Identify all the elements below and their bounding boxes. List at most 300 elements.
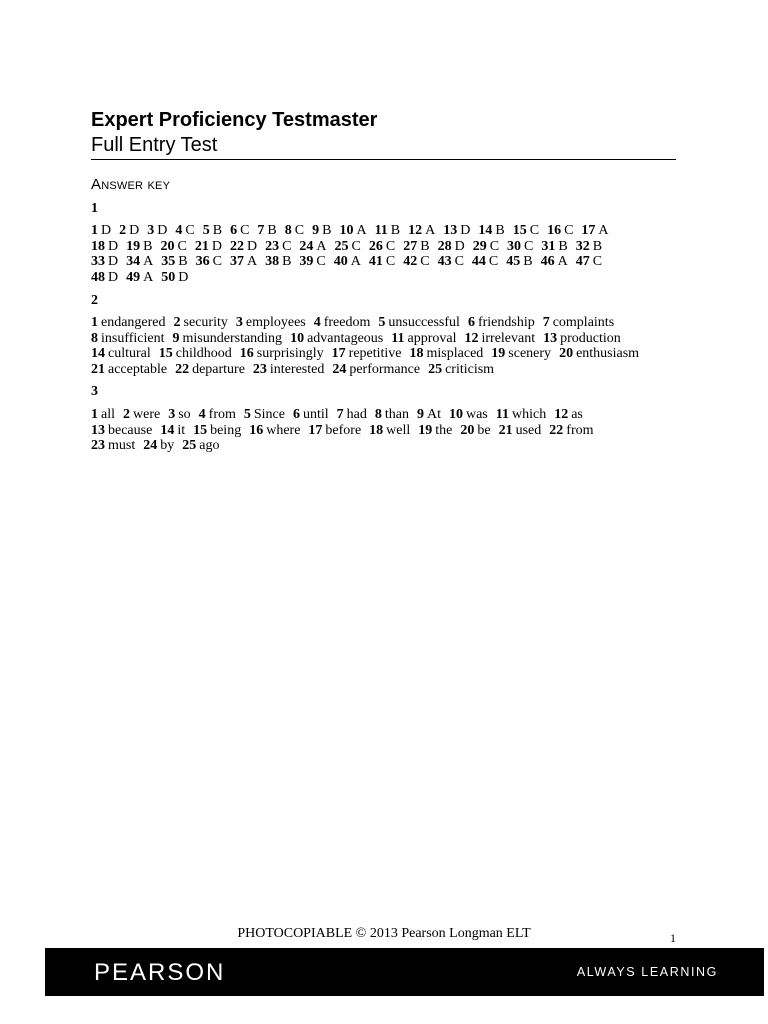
question-number: 5 xyxy=(243,407,251,422)
question-number: 17 xyxy=(581,223,596,238)
answer-text: A xyxy=(557,254,568,269)
answer-item xyxy=(147,223,167,238)
answer-item xyxy=(308,423,361,438)
question-number: 45 xyxy=(506,254,521,269)
answer-text: all xyxy=(101,407,115,422)
answer-item xyxy=(253,362,324,377)
answer-item xyxy=(299,239,326,254)
answer-item xyxy=(339,223,366,238)
answer-item xyxy=(143,438,174,453)
answer-text: must xyxy=(108,438,136,453)
question-number: 24 xyxy=(143,438,158,453)
answer-text: which xyxy=(512,407,547,422)
question-number: 25 xyxy=(334,238,349,254)
answer-text: insufficient xyxy=(101,330,165,346)
question-number: 35 xyxy=(161,254,176,269)
answer-text: B xyxy=(523,254,533,269)
answer-item xyxy=(543,315,614,330)
answer-item xyxy=(554,407,583,422)
answer-text: A xyxy=(246,254,258,269)
question-number: 20 xyxy=(559,346,574,361)
answer-line xyxy=(91,423,681,439)
answer-item xyxy=(507,239,533,254)
question-number: 20 xyxy=(160,238,175,254)
answer-text: had xyxy=(346,407,367,422)
question-number: 43 xyxy=(437,254,452,269)
copyright-notice: PHOTOCOPIABLE © 2013 Pearson Longman ELT xyxy=(237,926,531,941)
answer-text: B xyxy=(282,254,292,269)
question-number: 21 xyxy=(194,238,209,254)
section-1-number: 1 xyxy=(91,201,98,216)
question-number: 13 xyxy=(443,223,458,238)
answer-text: criticism xyxy=(445,361,495,377)
question-number: 8 xyxy=(91,330,98,346)
answer-text: than xyxy=(384,407,409,422)
answer-item xyxy=(491,346,551,361)
answer-text: freedom xyxy=(323,315,371,330)
question-number: 3 xyxy=(147,223,155,238)
question-number: 36 xyxy=(195,254,210,269)
answer-text: scenery xyxy=(508,346,552,361)
question-number: 2 xyxy=(173,315,181,330)
answer-text: C xyxy=(316,254,326,269)
answer-text: B xyxy=(390,223,401,238)
answer-text: C xyxy=(564,223,574,238)
question-number: 9 xyxy=(416,407,424,422)
answer-item xyxy=(549,423,593,438)
answer-item xyxy=(265,254,291,269)
question-number: 31 xyxy=(541,238,556,254)
question-number: 48 xyxy=(91,269,105,285)
answer-item xyxy=(375,223,401,238)
answer-item xyxy=(337,407,367,422)
question-number: 33 xyxy=(91,254,105,269)
answer-item xyxy=(472,254,498,269)
question-number: 23 xyxy=(91,438,105,453)
question-number: 14 xyxy=(478,223,493,238)
answer-line xyxy=(91,346,681,362)
answer-text: C xyxy=(185,223,195,238)
answer-text: so xyxy=(178,407,191,422)
answer-item xyxy=(91,438,135,453)
question-number: 47 xyxy=(575,254,590,269)
answer-item xyxy=(314,315,371,330)
answer-text: C xyxy=(385,238,396,254)
question-number: 5 xyxy=(378,315,386,330)
answer-text: because xyxy=(108,422,153,438)
question-number: 30 xyxy=(507,238,522,254)
answer-item xyxy=(240,346,324,361)
answer-item xyxy=(473,239,499,254)
answer-item xyxy=(265,239,291,254)
answer-item xyxy=(91,315,166,330)
question-number: 21 xyxy=(91,361,105,377)
question-number: 5 xyxy=(202,223,210,238)
question-number: 17 xyxy=(331,346,346,361)
answer-text: B xyxy=(558,238,568,254)
answer-text: B xyxy=(143,238,153,254)
question-number: 18 xyxy=(369,422,384,438)
answer-text: until xyxy=(302,407,329,422)
answer-item xyxy=(257,223,276,238)
answer-item xyxy=(443,223,470,238)
question-number: 22 xyxy=(549,422,564,438)
answer-item xyxy=(335,239,361,254)
question-number: 4 xyxy=(175,223,183,238)
answer-item xyxy=(417,407,441,422)
answer-text: A xyxy=(143,254,154,269)
answer-text: D xyxy=(460,223,471,238)
answer-item xyxy=(403,254,429,269)
answer-item xyxy=(541,239,567,254)
answer-line xyxy=(91,407,681,423)
question-number: 19 xyxy=(491,346,506,361)
question-number: 38 xyxy=(265,254,280,269)
answer-item xyxy=(581,223,608,238)
answer-text: B xyxy=(592,238,603,254)
answer-item xyxy=(334,254,361,269)
answer-text: approval xyxy=(407,330,457,346)
answer-item xyxy=(244,407,285,422)
answer-item xyxy=(126,254,153,269)
question-number: 21 xyxy=(498,422,513,438)
answer-text: D xyxy=(129,223,140,238)
section-3-answers xyxy=(91,407,681,454)
answer-item xyxy=(230,223,249,238)
answer-item xyxy=(126,270,153,285)
answer-text: where xyxy=(266,422,301,438)
answer-item xyxy=(160,239,186,254)
answer-text: A xyxy=(598,223,609,238)
answer-text: B xyxy=(267,223,277,238)
question-number: 28 xyxy=(437,238,452,254)
document-header xyxy=(91,108,676,158)
question-number: 18 xyxy=(409,346,424,361)
answer-line xyxy=(91,438,681,454)
answer-item xyxy=(175,362,245,377)
answer-item xyxy=(91,362,167,377)
question-number: 12 xyxy=(554,407,569,422)
answer-item xyxy=(193,423,241,438)
answer-text: by xyxy=(160,438,175,453)
answer-item xyxy=(168,407,190,422)
answer-text: A xyxy=(350,254,361,269)
answer-text: D xyxy=(454,238,465,254)
question-number: 8 xyxy=(374,407,382,422)
answer-text: unsuccessful xyxy=(388,315,460,330)
question-number: 25 xyxy=(182,438,197,453)
question-number: 25 xyxy=(428,361,443,377)
pearson-logo: PEARSON xyxy=(94,959,226,986)
question-number: 10 xyxy=(339,223,354,238)
answer-item xyxy=(91,254,118,269)
question-number: 16 xyxy=(249,422,264,438)
answer-item xyxy=(123,407,160,422)
question-number: 10 xyxy=(448,407,463,422)
answer-text: interested xyxy=(269,361,325,377)
answer-line xyxy=(91,315,681,331)
answer-item xyxy=(410,346,484,361)
answer-item xyxy=(499,423,542,438)
answer-item xyxy=(230,239,257,254)
answer-text: D xyxy=(157,223,168,238)
answer-item xyxy=(160,423,185,438)
question-number: 12 xyxy=(464,330,479,346)
answer-text: from xyxy=(208,407,236,422)
answer-item xyxy=(438,254,464,269)
answer-text: surprisingly xyxy=(256,346,324,361)
answer-item xyxy=(230,254,257,269)
answer-text: D xyxy=(108,254,119,269)
answer-item xyxy=(196,254,222,269)
section-2-answers xyxy=(91,315,681,377)
answer-item xyxy=(369,239,395,254)
answer-item xyxy=(285,223,304,238)
answer-item xyxy=(464,331,535,346)
question-number: 18 xyxy=(91,238,105,254)
question-number: 11 xyxy=(374,223,388,238)
answer-text: C xyxy=(524,238,534,254)
answer-item xyxy=(369,254,395,269)
answer-text: B xyxy=(178,254,188,269)
question-number: 37 xyxy=(229,254,244,269)
question-number: 34 xyxy=(126,254,141,269)
brand-tagline: ALWAYS LEARNING xyxy=(576,965,718,979)
answer-item xyxy=(438,239,465,254)
answer-text: D xyxy=(178,269,189,285)
answer-text: D xyxy=(108,238,119,254)
answer-item xyxy=(175,223,194,238)
answer-text: C xyxy=(212,254,222,269)
answer-text: C xyxy=(294,223,305,238)
answer-item xyxy=(91,346,151,361)
brand-footer-bar xyxy=(45,948,764,996)
answer-item xyxy=(513,223,539,238)
document-title: Expert Proficiency Testmaster xyxy=(91,109,378,131)
question-number: 7 xyxy=(542,315,550,330)
answer-item xyxy=(174,315,228,330)
answer-line xyxy=(91,239,681,255)
answer-item xyxy=(468,315,535,330)
answer-text: C xyxy=(240,223,250,238)
answer-text: C xyxy=(529,223,540,238)
question-number: 6 xyxy=(292,407,300,422)
question-number: 11 xyxy=(391,330,405,346)
answer-text: B xyxy=(322,223,332,238)
answer-text: B xyxy=(420,238,430,254)
answer-item xyxy=(478,223,504,238)
answer-text: enthusiasm xyxy=(576,346,640,361)
question-number: 1 xyxy=(91,223,98,238)
answer-text: before xyxy=(325,422,362,438)
answer-text: endangered xyxy=(101,315,166,330)
answer-text: performance xyxy=(349,361,421,377)
answer-item xyxy=(195,239,222,254)
answer-text: cultural xyxy=(108,346,151,361)
question-number: 7 xyxy=(336,407,344,422)
answer-text: D xyxy=(246,238,258,254)
answer-text: D xyxy=(101,223,112,238)
answer-item xyxy=(91,423,152,438)
header-divider xyxy=(91,159,676,160)
section-1-answers xyxy=(91,223,681,285)
answer-text: C xyxy=(592,254,603,269)
answer-item xyxy=(91,239,118,254)
answer-text: C xyxy=(351,238,361,254)
question-number: 39 xyxy=(299,254,314,269)
answer-text: repetitive xyxy=(348,346,402,361)
question-number: 27 xyxy=(403,238,418,254)
question-number: 19 xyxy=(126,238,141,254)
answer-item xyxy=(332,362,420,377)
answer-item xyxy=(449,407,488,422)
answer-text: departure xyxy=(192,361,245,377)
answer-text: as xyxy=(571,407,583,422)
question-number: 9 xyxy=(312,223,320,238)
answer-text: irrelevant xyxy=(481,330,536,346)
question-number: 41 xyxy=(368,254,383,269)
answer-text: C xyxy=(282,238,292,254)
answer-item xyxy=(378,315,460,330)
answer-text: C xyxy=(177,238,187,254)
question-number: 19 xyxy=(418,422,433,438)
question-number: 26 xyxy=(368,238,383,254)
answer-item xyxy=(428,362,494,377)
answer-item xyxy=(312,223,331,238)
question-number: 46 xyxy=(540,254,555,269)
answer-item xyxy=(91,270,118,285)
answer-item xyxy=(119,223,139,238)
answer-item xyxy=(290,331,383,346)
answer-item xyxy=(236,315,306,330)
answer-key-heading: Answer key xyxy=(91,176,171,193)
answer-text: well xyxy=(386,422,411,438)
answer-line xyxy=(91,254,681,270)
answer-text: used xyxy=(515,422,542,438)
answer-text: D xyxy=(211,238,222,254)
answer-text: A xyxy=(356,223,367,238)
answer-item xyxy=(126,239,152,254)
answer-item xyxy=(91,407,115,422)
question-number: 23 xyxy=(265,238,280,254)
answer-text: misplaced xyxy=(426,346,484,361)
question-number: 14 xyxy=(160,422,175,438)
answer-text: At xyxy=(426,407,441,422)
answer-text: acceptable xyxy=(108,361,168,377)
question-number: 17 xyxy=(308,422,323,438)
answer-item xyxy=(161,270,188,285)
answer-item xyxy=(293,407,329,422)
answer-text: production xyxy=(560,330,621,346)
answer-text: be xyxy=(477,422,491,438)
answer-text: B xyxy=(495,223,505,238)
question-number: 6 xyxy=(467,315,475,330)
answer-text: A xyxy=(143,269,154,285)
answer-item xyxy=(391,331,456,346)
answer-item xyxy=(199,407,236,422)
answer-item xyxy=(460,423,490,438)
question-number: 13 xyxy=(91,422,105,438)
question-number: 4 xyxy=(313,315,321,330)
answer-item xyxy=(559,346,639,361)
answer-text: were xyxy=(133,407,161,422)
answer-text: complaints xyxy=(552,315,615,330)
answer-text: C xyxy=(420,254,430,269)
question-number: 50 xyxy=(161,269,176,285)
question-number: 22 xyxy=(175,361,190,377)
answer-item xyxy=(408,223,435,238)
question-number: 8 xyxy=(284,223,292,238)
question-number: 3 xyxy=(235,315,243,330)
page-number: 1 xyxy=(670,931,676,945)
section-2-number: 2 xyxy=(91,293,98,308)
answer-text: childhood xyxy=(175,346,232,361)
question-number: 20 xyxy=(460,422,475,438)
answer-text: A xyxy=(425,223,436,238)
answer-line xyxy=(91,362,681,378)
answer-item xyxy=(91,223,111,238)
answer-text: was xyxy=(465,407,488,422)
answer-item xyxy=(418,423,452,438)
question-number: 15 xyxy=(158,346,173,361)
question-number: 42 xyxy=(403,254,418,269)
question-number: 15 xyxy=(512,223,527,238)
answer-line xyxy=(91,223,681,239)
answer-item xyxy=(576,239,602,254)
answer-text: C xyxy=(488,254,499,269)
answer-text: security xyxy=(183,315,228,330)
question-number: 2 xyxy=(123,407,130,422)
answer-item xyxy=(249,423,300,438)
answer-item xyxy=(375,407,409,422)
answer-text: C xyxy=(454,254,464,269)
answer-text: B xyxy=(212,223,223,238)
answer-text: D xyxy=(108,269,119,285)
answer-item xyxy=(173,331,283,346)
answer-text: C xyxy=(489,238,500,254)
question-number: 23 xyxy=(252,361,267,377)
answer-text: Since xyxy=(253,407,285,422)
answer-text: being xyxy=(210,422,242,438)
question-number: 11 xyxy=(495,407,509,422)
answer-item xyxy=(203,223,222,238)
answer-item xyxy=(182,438,219,453)
answer-item xyxy=(543,331,621,346)
answer-item xyxy=(506,254,532,269)
section-3-number: 3 xyxy=(91,384,98,399)
question-number: 6 xyxy=(230,223,238,238)
answer-item xyxy=(496,407,546,422)
answer-text: advantageous xyxy=(307,330,384,346)
question-number: 10 xyxy=(290,330,305,346)
question-number: 16 xyxy=(239,346,254,361)
document-subtitle: Full Entry Test xyxy=(91,134,218,156)
answer-item xyxy=(547,223,573,238)
answer-text: the xyxy=(435,422,453,438)
answer-text: ago xyxy=(199,438,220,453)
question-number: 24 xyxy=(299,238,314,254)
answer-item xyxy=(91,331,165,346)
answer-item xyxy=(299,254,325,269)
answer-item xyxy=(332,346,402,361)
question-number: 14 xyxy=(91,346,105,361)
answer-text: C xyxy=(385,254,396,269)
answer-text: A xyxy=(316,238,327,254)
answer-text: friendship xyxy=(477,315,535,330)
question-number: 29 xyxy=(472,238,487,254)
answer-line xyxy=(91,331,681,347)
answer-text: misunderstanding xyxy=(182,330,283,346)
